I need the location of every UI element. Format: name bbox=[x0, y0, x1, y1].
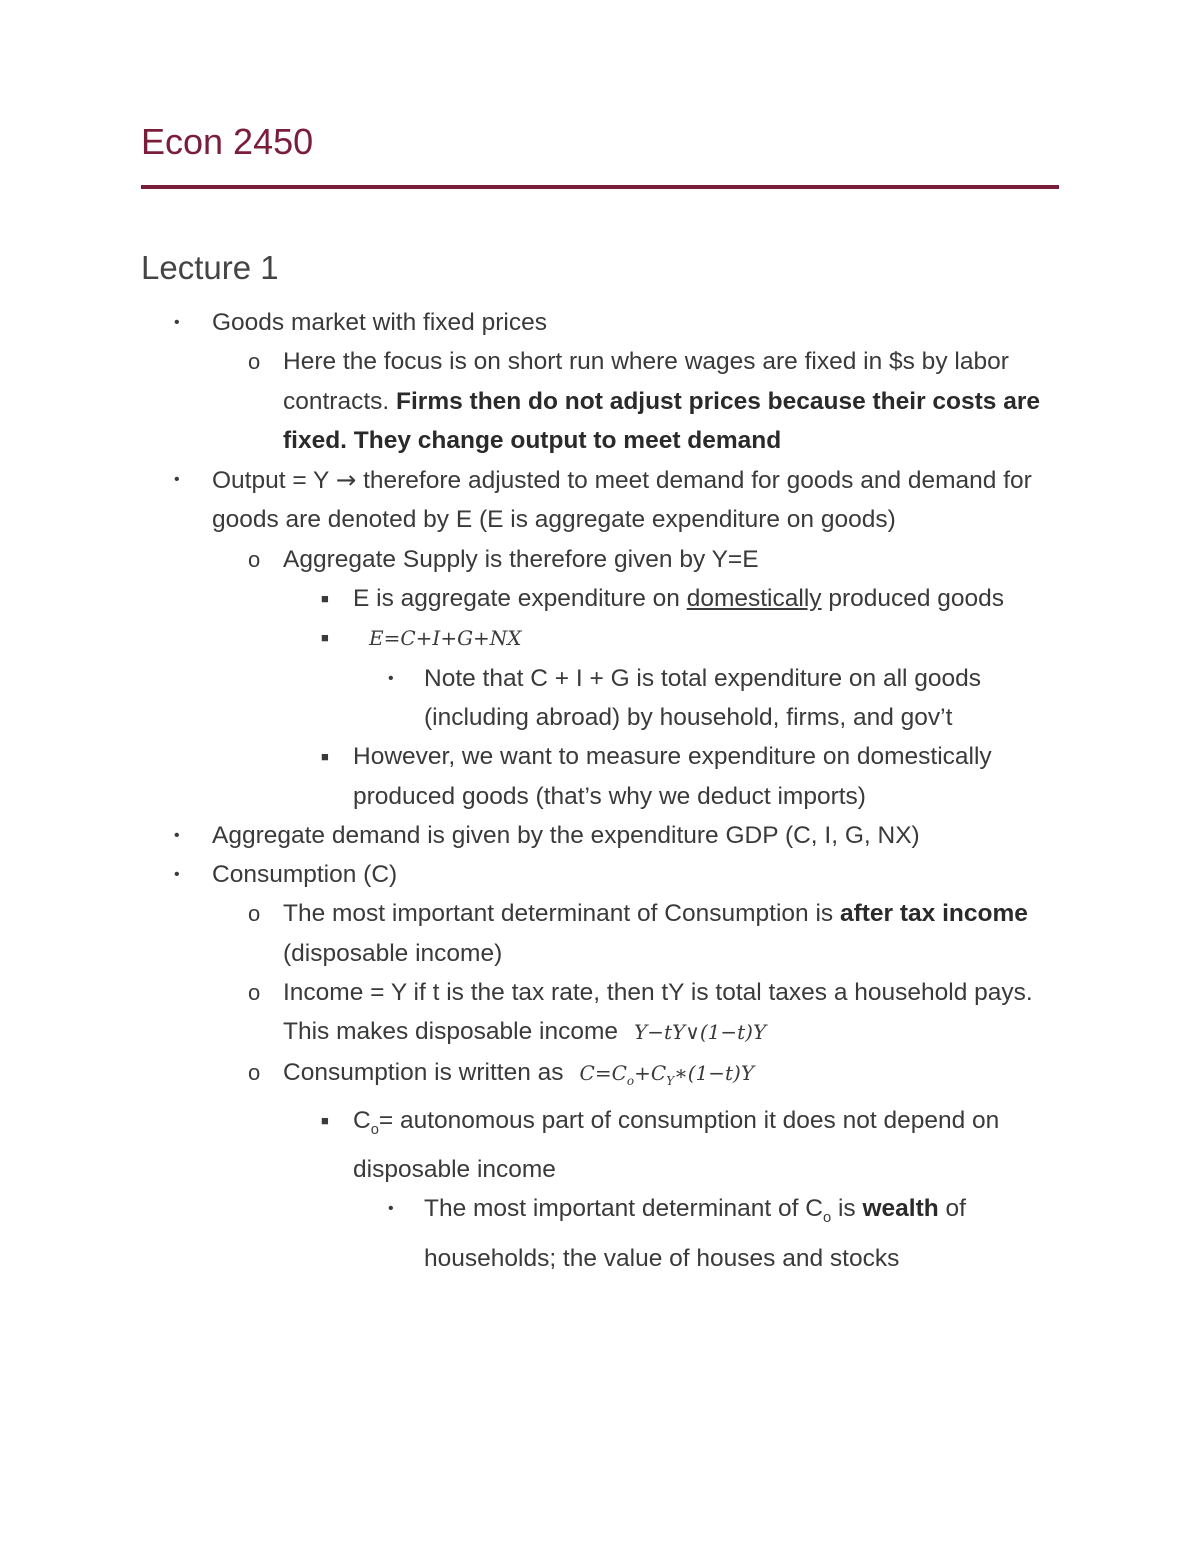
list-item: • The most important determinant of $C_o$ is wealth of households; the value of houses and stocks bbox=[424, 1189, 1044, 1277]
emphasis-text: wealth bbox=[862, 1195, 939, 1223]
equation: $C=C_o+C_Y∗(1-t)Y$ bbox=[579, 1060, 755, 1088]
list-item: • Note that C + I + G is total expenditure on all goods (including abroad) by household, firms, and gov’t bbox=[424, 659, 1044, 738]
list-item: o Aggregate Supply is therefore given by Y=E bbox=[283, 540, 1043, 579]
circle-bullet-icon: o bbox=[248, 901, 261, 927]
list-item: • Goods market with fixed prices bbox=[212, 303, 1052, 342]
list-item: • Aggregate demand is given by the expenditure GDP (C, I, G, NX) bbox=[212, 816, 1052, 855]
list-item: o Here the focus is on short run where wages are fixed in $s by labor contracts. Firms then do not adjust prices because their costs are fixed. They change output to meet demand bbox=[283, 342, 1043, 460]
bullet-icon: • bbox=[388, 669, 394, 687]
title-divider bbox=[141, 185, 1059, 189]
bullet-icon: • bbox=[174, 314, 180, 331]
list-item: ■ However, we want to measure expenditure on domestically produced goods (that’s why we deduct imports) bbox=[353, 737, 1043, 816]
list-item: • Consumption (C) bbox=[212, 855, 1052, 894]
arrow-right-icon: → bbox=[335, 465, 357, 495]
bullet-icon: • bbox=[174, 826, 180, 844]
list-item: o The most important determinant of Consumption is after tax income (disposable income) bbox=[283, 894, 1043, 973]
list-item: ■ E is aggregate expenditure on domestically produced goods bbox=[353, 579, 1043, 618]
square-bullet-icon: ■ bbox=[321, 591, 329, 607]
circle-bullet-icon: o bbox=[248, 546, 261, 572]
list-item: o Income = Y if t is the tax rate, then tY is total taxes a household pays. This makes disposable income Y−tY∨(1−t)Y bbox=[283, 973, 1043, 1053]
course-title: Econ 2450 bbox=[141, 121, 314, 162]
bullet-icon: • bbox=[388, 1200, 394, 1218]
square-bullet-icon: ■ bbox=[321, 630, 329, 646]
square-bullet-icon: ■ bbox=[321, 1112, 329, 1128]
lecture-heading: Lecture 1 bbox=[141, 249, 279, 286]
list-item: • Output = Y → therefore adjusted to meet demand for goods and demand for goods are denoted by E (E is aggregate expenditure on goods) bbox=[212, 460, 1052, 540]
circle-bullet-icon: o bbox=[248, 349, 261, 375]
list-item: o Consumption is written as $C=C_o+C_Y∗(1-t)Y$ bbox=[283, 1053, 1043, 1101]
list-item bbox=[321, 618, 1043, 658]
circle-bullet-icon: o bbox=[248, 1059, 261, 1085]
equation: E=C+I+G+NX bbox=[369, 626, 522, 651]
notes-list bbox=[0, 303, 1200, 1278]
equation: Y−tY∨(1−t)Y bbox=[634, 1020, 767, 1045]
emphasis-text: Firms then do not adjust prices because their costs are fixed. They change output to meet demand bbox=[283, 387, 1041, 454]
bullet-icon: • bbox=[174, 471, 180, 489]
emphasis-text: after tax income bbox=[839, 900, 1028, 928]
list-item: ■ $C_o=$ autonomous part of consumption it does not depend on disposable income bbox=[353, 1101, 1043, 1189]
circle-bullet-icon: o bbox=[248, 980, 261, 1006]
square-bullet-icon: ■ bbox=[321, 749, 329, 765]
bullet-icon: • bbox=[174, 866, 180, 884]
